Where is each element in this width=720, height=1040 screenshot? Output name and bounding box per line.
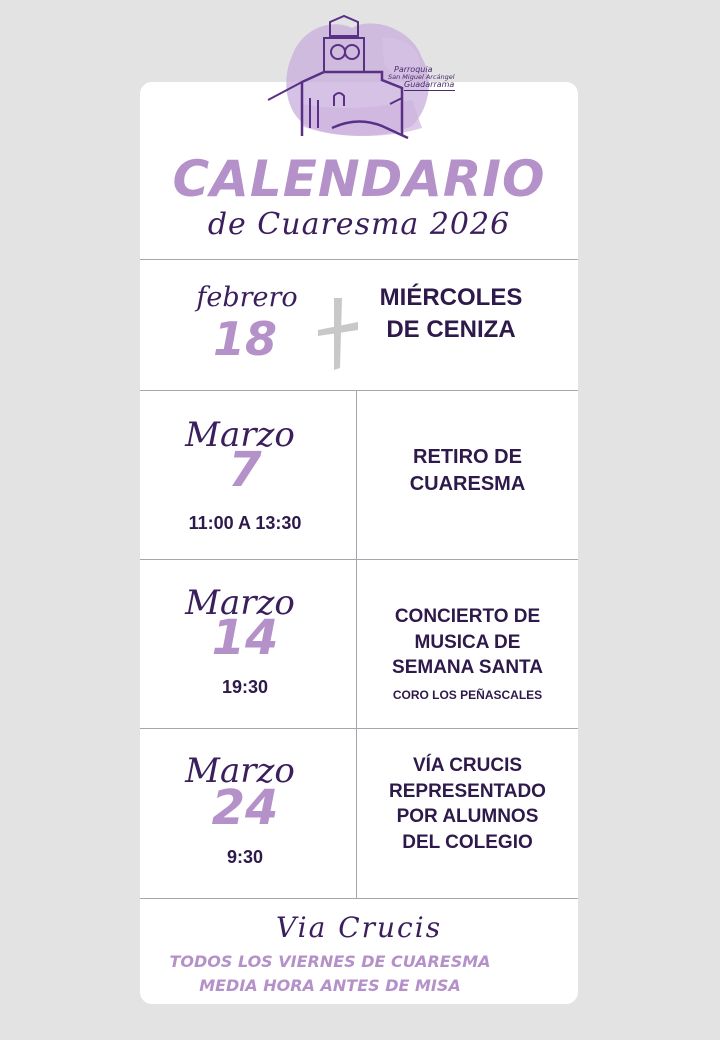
event-day: 18 [212,312,277,366]
row-divider [140,559,578,560]
event-line: CONCIERTO DE [394,606,541,627]
calendar-card [140,79,578,1004]
event-line: MIÉRCOLES [379,284,523,311]
event-title [357,444,578,498]
event-line: DEL COLEGIO [402,831,533,853]
event-day: 24 [211,780,279,836]
via-crucis-title: Via Crucis [275,911,443,944]
row-divider [140,728,578,729]
event-month: febrero [196,282,298,313]
event-time: 11:00 A 13:30 [188,513,302,533]
event-line: MUSICA DE [414,631,521,653]
event-line: RETIRO DE [413,446,522,468]
via-crucis-line: TODOS LOS VIERNES DE CUARESMA [169,952,491,971]
row-divider [140,259,578,260]
event-line: SEMANA SANTA [392,657,543,679]
calendar-subtitle: de Cuaresma 2026 [207,207,511,242]
calendar-title: CALENDARIO [172,150,546,208]
event-line: DE CENIZA [386,316,516,344]
event-time: 9:30 [226,847,264,867]
parish-logo-text [388,66,455,91]
event-note: CORO LOS PEÑASCALES [392,687,543,702]
logo-line-guadarrama: Guadarrama [404,79,455,89]
event-time: 19:30 [221,677,269,697]
event-day: 14 [211,610,279,666]
event-line: POR ALUMNOS [396,806,539,828]
event-month: Marzo [185,751,295,791]
event-title [336,282,566,347]
logo-line-parroquia: Parroquia [394,65,433,74]
row-divider [140,898,578,899]
event-line: VÍA CRUCIS [412,755,523,776]
logo-line-san-miguel: San Miguel Arcángel [388,73,455,81]
via-crucis-line: MEDIA HORA ANTES DE MISA [199,976,461,995]
event-title [357,753,578,856]
event-line: REPRESENTADO [389,780,546,802]
event-month: Marzo [185,583,295,623]
row-divider [140,390,578,391]
event-title [357,604,578,703]
event-day: 7 [228,442,262,498]
event-month: Marzo [185,415,295,455]
event-line: CUARESMA [409,473,526,495]
